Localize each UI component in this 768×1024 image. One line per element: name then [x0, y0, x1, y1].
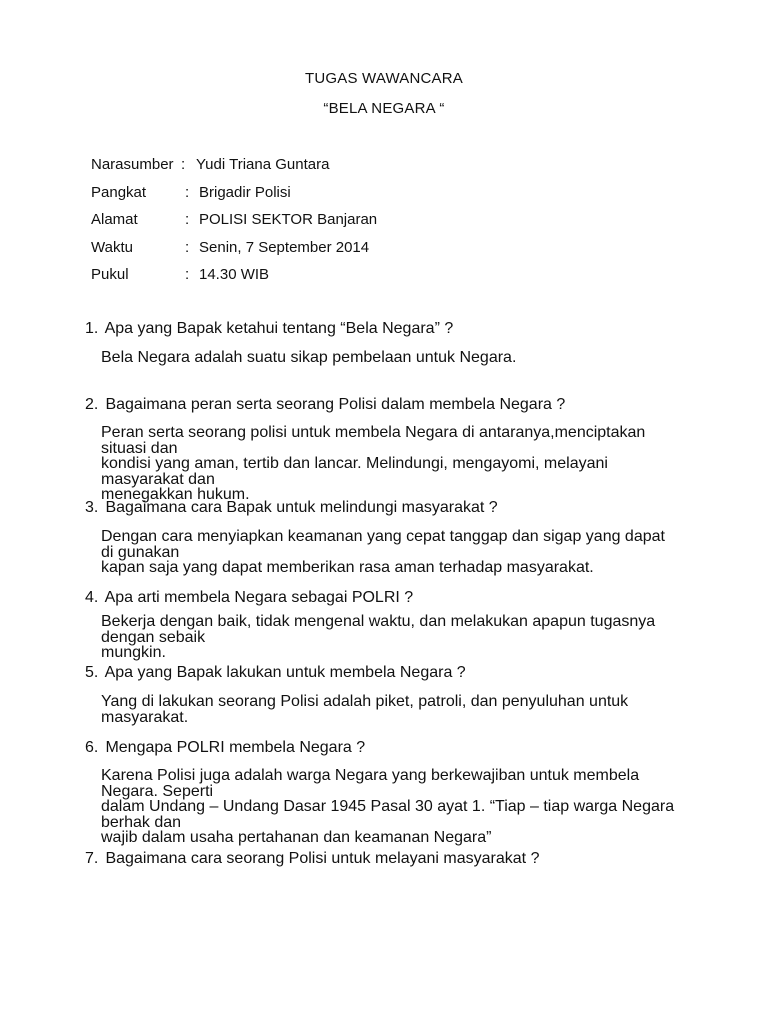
answer-3: [101, 529, 681, 576]
question-number: 3.: [85, 499, 99, 516]
meta-colon: :: [185, 183, 190, 201]
question-text: Apa yang Bapak lakukan untuk membela Negara ?: [104, 664, 466, 681]
question-number: 2.: [85, 396, 99, 413]
question-number: 1.: [85, 320, 99, 337]
answer-line: Yang di lakukan seorang Polisi adalah piket, patroli, dan penyuluhan untuk masyarakat.: [101, 693, 629, 726]
answer-5: [101, 694, 681, 725]
question-6: [85, 739, 365, 757]
answer-4: [101, 614, 681, 661]
question-text: Apa yang Bapak ketahui tentang “Bela Negara” ?: [104, 320, 454, 337]
question-2: [85, 396, 565, 414]
question-3: [85, 499, 498, 517]
question-number: 6.: [85, 739, 99, 756]
meta-colon: :: [185, 211, 190, 228]
meta-colon: :: [185, 238, 190, 256]
answer-line: Bela Negara adalah suatu sikap pembelaan untuk Negara.: [101, 349, 517, 366]
question-number: 7.: [85, 850, 99, 867]
document-subtitle: “BELA NEGARA “: [323, 100, 445, 117]
question-text: Bagaimana cara seorang Polisi untuk melayani masyarakat ?: [105, 850, 540, 867]
meta-label: Pukul: [91, 266, 129, 283]
meta-value: POLISI SEKTOR Banjaran: [199, 211, 378, 228]
meta-label: Alamat: [91, 211, 138, 228]
answer-line: mungkin.: [101, 644, 166, 661]
question-7: [85, 850, 539, 868]
answer-line: kondisi yang aman, tertib dan lancar. Melindungi, mengayomi, melayani masyarakat dan: [101, 455, 608, 488]
meta-value: Yudi Triana Guntara: [196, 156, 330, 173]
meta-label: Narasumber: [91, 156, 174, 173]
meta-value: Senin, 7 September 2014: [199, 238, 370, 256]
question-text: Bagaimana peran serta seorang Polisi dalam membela Negara ?: [105, 396, 566, 413]
answer-6: [101, 768, 681, 846]
question-text: Bagaimana cara Bapak untuk melindungi masyarakat ?: [105, 499, 498, 516]
meta-value: Brigadir Polisi: [199, 183, 291, 201]
question-5: [85, 664, 466, 682]
meta-label: Pangkat: [91, 183, 147, 201]
meta-colon: :: [181, 156, 186, 173]
answer-line: Karena Polisi juga adalah warga Negara yang berkewajiban untuk membela Negara. Seperti: [101, 767, 640, 800]
answer-line: Bekerja dengan baik, tidak mengenal waktu, dan melakukan apapun tugasnya dengan sebaik: [101, 613, 656, 646]
question-text: Apa arti membela Negara sebagai POLRI ?: [104, 589, 414, 606]
answer-line: wajib dalam usaha pertahanan dan keamanan Negara”: [101, 829, 492, 846]
question-4: [85, 589, 413, 607]
answer-1: [101, 350, 681, 366]
answer-line: Dengan cara menyiapkan keamanan yang cepat tanggap dan sigap yang dapat di gunakan: [101, 528, 665, 561]
answer-2: [101, 425, 681, 503]
answer-line: Peran serta seorang polisi untuk membela Negara di antaranya,menciptakan situasi dan: [101, 424, 646, 457]
answer-line: dalam Undang – Undang Dasar 1945 Pasal 30 ayat 1. “Tiap – tiap warga Negara berhak dan: [101, 798, 675, 831]
question-number: 4.: [85, 589, 99, 606]
question-1: [85, 320, 453, 338]
answer-line: kapan saja yang dapat memberikan rasa aman terhadap masyarakat.: [101, 559, 594, 576]
document-title: TUGAS WAWANCARA: [304, 70, 463, 87]
meta-label: Waktu: [91, 238, 133, 256]
meta-value: 14.30 WIB: [199, 266, 270, 283]
meta-colon: :: [185, 266, 190, 283]
question-number: 5.: [85, 664, 99, 681]
answer-line: menegakkan hukum.: [101, 486, 250, 503]
question-text: Mengapa POLRI membela Negara ?: [105, 739, 366, 756]
